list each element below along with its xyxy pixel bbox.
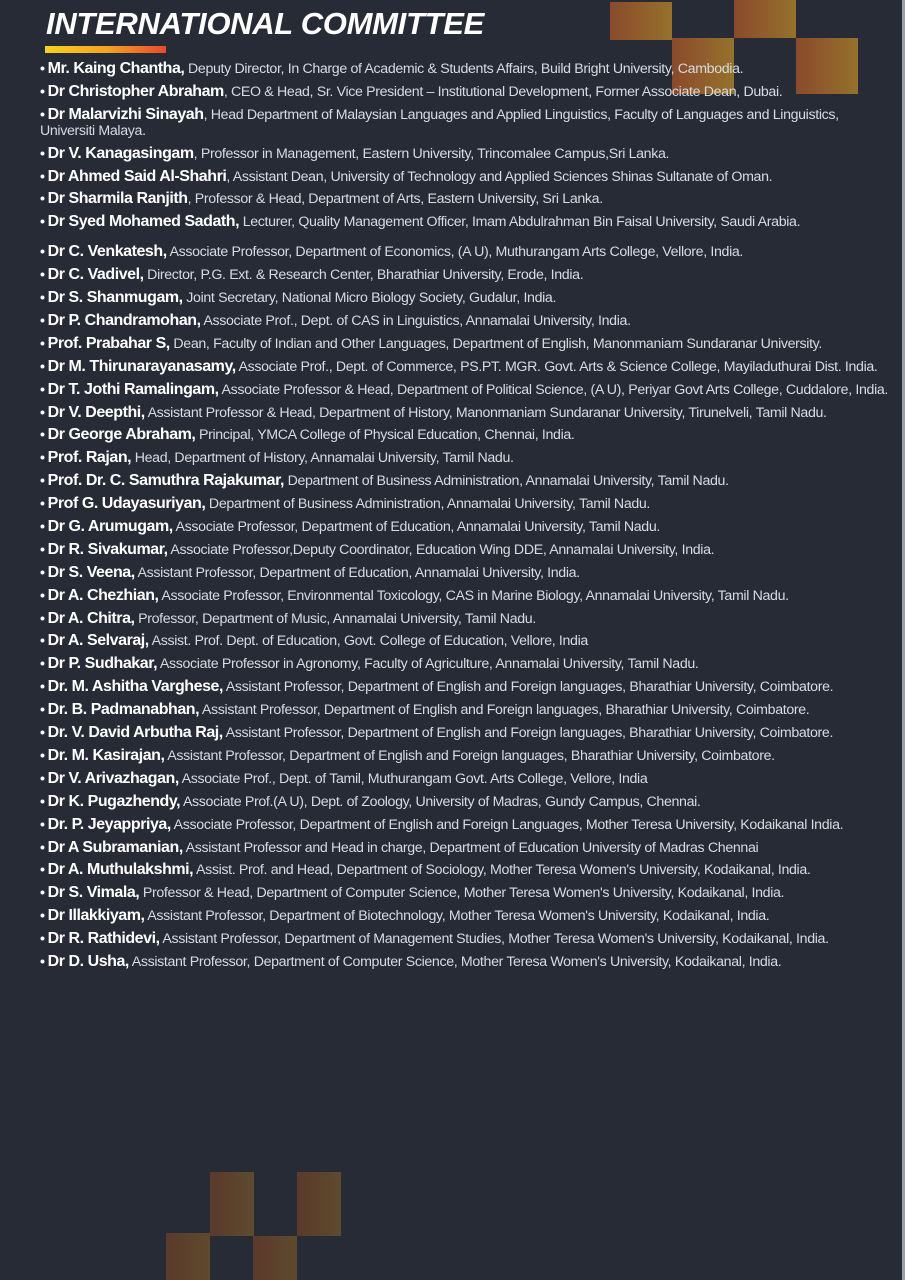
committee-member-item xyxy=(40,908,890,924)
member-affiliation: Associate Professor, Environmental Toxicology, CAS in Marine Biology, Annamalai University, Tamil Nadu. xyxy=(158,587,789,604)
member-name: Dr D. Usha, xyxy=(47,952,129,970)
committee-member-item xyxy=(40,267,890,283)
committee-member-item xyxy=(40,725,890,741)
member-name: Dr A Subramanian, xyxy=(47,838,183,856)
committee-member-item xyxy=(40,633,890,649)
member-affiliation: , Professor & Head, Department of Arts, Eastern University, Sri Lanka. xyxy=(187,191,603,208)
member-name: Dr C. Vadivel, xyxy=(47,266,144,284)
committee-member-item xyxy=(40,840,890,856)
member-name: Prof. Rajan, xyxy=(47,449,132,467)
bullet-icon: • xyxy=(40,564,45,581)
decorative-square xyxy=(210,1172,254,1236)
member-name: Dr Ahmed Said Al-Shahri xyxy=(47,167,227,185)
decorative-square xyxy=(734,0,796,38)
committee-member-item xyxy=(40,885,890,901)
committee-member-item xyxy=(40,794,890,810)
member-name: Dr K. Pugazhendy, xyxy=(47,792,181,810)
member-affiliation: , Assistant Dean, University of Technology and Applied Sciences Shinas Sultanate of Oman. xyxy=(226,168,773,185)
member-name: Dr Sharmila Ranjith xyxy=(47,190,188,208)
committee-member-item xyxy=(40,862,890,878)
bullet-icon: • xyxy=(40,953,45,970)
member-affiliation: , Head Department of Malaysian Languages and Applied Linguistics, Faculty of Languages and Linguistics, Universiti Malaya. xyxy=(40,106,839,139)
bullet-icon: • xyxy=(40,931,45,948)
committee-member-item xyxy=(40,382,890,398)
member-name: Dr S. Vimala, xyxy=(47,884,140,902)
member-affiliation: Joint Secretary, National Micro Biology Society, Gudalur, India. xyxy=(182,290,557,307)
bullet-icon: • xyxy=(40,656,45,673)
bullet-icon: • xyxy=(40,267,45,284)
member-name: Prof. Prabahar S, xyxy=(47,334,170,352)
member-name: Dr G. Arumugam, xyxy=(47,518,173,536)
bullet-icon: • xyxy=(40,214,45,231)
bullet-icon: • xyxy=(40,381,45,398)
member-name: Dr V. Deepthi, xyxy=(47,403,145,421)
member-affiliation: Assistant Professor, Department of Education, Annamalai University, India. xyxy=(134,564,580,581)
member-affiliation: Associate Prof., Dept. of Tamil, Muthurangam Govt. Arts College, Vellore, India xyxy=(178,770,648,787)
member-affiliation: Professor, Department of Music, Annamalai University, Tamil Nadu. xyxy=(134,610,536,627)
committee-member-item xyxy=(40,405,890,421)
bullet-icon: • xyxy=(40,862,45,879)
decorative-square xyxy=(253,1236,297,1280)
committee-member-item xyxy=(40,244,890,260)
committee-member-item xyxy=(40,931,890,947)
committee-member-item xyxy=(40,702,890,718)
committee-member-item xyxy=(40,565,890,581)
member-affiliation: Assistant Professor, Department of Management Studies, Mother Teresa Women's University, Kodaikanal, India. xyxy=(159,931,829,948)
member-name: Dr C. Venkatesh, xyxy=(47,243,167,261)
bullet-icon: • xyxy=(40,816,45,833)
member-name: Dr A. Selvaraj, xyxy=(47,632,149,650)
committee-member-list xyxy=(40,61,890,977)
member-name: Dr George Abraham, xyxy=(47,426,196,444)
member-affiliation: Assistant Professor, Department of English and Foreign languages, Bharathiar University, Coimbatore. xyxy=(164,747,775,764)
bullet-icon: • xyxy=(40,313,45,330)
bullet-icon: • xyxy=(40,496,45,513)
committee-member-item xyxy=(40,191,890,207)
member-affiliation: Principal, YMCA College of Physical Education, Chennai, India. xyxy=(195,427,575,444)
committee-member-item xyxy=(40,61,890,77)
member-affiliation: Assistant Professor & Head, Department of History, Manonmaniam Sundaranar University, Tirunelveli, Tamil Nadu. xyxy=(144,404,827,421)
bullet-icon: • xyxy=(40,541,45,558)
bullet-icon: • xyxy=(40,450,45,467)
member-affiliation: Assistant Professor, Department of Computer Science, Mother Teresa Women's University, Kodaikanal, India. xyxy=(128,953,782,970)
member-affiliation: Assist. Prof. and Head, Department of Sociology, Mother Teresa Women's University, Kodaikanal, India. xyxy=(193,862,811,879)
member-affiliation: Assistant Professor and Head in charge, Department of Education University of Madras Chennai xyxy=(182,839,759,856)
bullet-icon: • xyxy=(40,725,45,742)
member-name: Dr Syed Mohamed Sadath, xyxy=(47,213,240,231)
bullet-icon: • xyxy=(40,168,45,185)
bullet-icon: • xyxy=(40,191,45,208)
committee-member-item xyxy=(40,146,890,162)
member-affiliation: Assistant Professor, Department of English and Foreign languages, Bharathiar University, Coimbatore. xyxy=(222,679,834,696)
member-affiliation: Assistant Professor, Department of English and Foreign languages, Bharathiar University, Coimbatore. xyxy=(222,725,834,742)
decorative-square xyxy=(297,1172,341,1236)
committee-member-item xyxy=(40,679,890,695)
member-name: Dr S. Shanmugam, xyxy=(47,289,183,307)
bullet-icon: • xyxy=(40,679,45,696)
bullet-icon: • xyxy=(40,610,45,627)
bullet-icon: • xyxy=(40,427,45,444)
member-affiliation: Department of Business Administration, Annamalai University, Tamil Nadu. xyxy=(283,473,729,490)
committee-member-item xyxy=(40,771,890,787)
member-affiliation: Assistant Professor, Department of Biotechnology, Mother Teresa Women's University, Kodaikanal, India. xyxy=(144,908,770,925)
member-affiliation: Professor & Head, Department of Computer Science, Mother Teresa Women's University, Kodaikanal, India. xyxy=(139,885,785,902)
committee-member-item xyxy=(40,336,890,352)
bullet-icon: • xyxy=(40,145,45,162)
member-name: Dr M. Thirunarayanasamy, xyxy=(47,357,236,375)
bullet-icon: • xyxy=(40,885,45,902)
committee-member-item xyxy=(40,588,890,604)
member-name: Prof G. Udayasuriyan, xyxy=(47,495,206,513)
decorative-square xyxy=(610,2,672,40)
committee-member-item xyxy=(40,214,890,230)
member-affiliation: Associate Prof.(A U), Dept. of Zoology, University of Madras, Gundy Campus, Chennai. xyxy=(180,793,701,810)
member-affiliation: Associate Professor, Department of Education, Annamalai University, Tamil Nadu. xyxy=(172,519,660,536)
bullet-icon: • xyxy=(40,473,45,490)
member-name: Prof. Dr. C. Samuthra Rajakumar, xyxy=(47,472,284,490)
bullet-icon: • xyxy=(40,633,45,650)
member-name: Dr Malarvizhi Sinayah xyxy=(47,105,204,123)
member-name: Dr R. Rathidevi, xyxy=(47,930,160,948)
member-name: Dr. B. Padmanabhan, xyxy=(47,701,200,719)
member-name: Dr Christopher Abraham xyxy=(47,82,224,100)
member-affiliation: Department of Business Administration, Annamalai University, Tamil Nadu. xyxy=(205,496,651,513)
member-name: Dr. M. Kasirajan, xyxy=(47,746,165,764)
bullet-icon: • xyxy=(40,61,45,77)
member-affiliation: Associate Professor, Department of Economics, (A U), Muthurangam Arts College, Vellore, India. xyxy=(166,244,744,261)
member-affiliation: Lecturer, Quality Management Officer, Imam Abdulrahman Bin Faisal University, Saudi Arabia. xyxy=(239,214,801,231)
page-title: INTERNATIONAL COMMITTEE xyxy=(46,6,484,41)
committee-member-item xyxy=(40,290,890,306)
bullet-icon: • xyxy=(40,519,45,536)
member-name: Dr A. Chitra, xyxy=(47,609,135,627)
committee-member-item xyxy=(40,817,890,833)
bullet-icon: • xyxy=(40,335,45,352)
committee-member-item xyxy=(40,496,890,512)
member-affiliation: Assistant Professor, Department of English and Foreign languages, Bharathiar University, Coimbatore. xyxy=(199,702,810,719)
member-affiliation: Associate Professor & Head, Department of Political Science, (A U), Periyar Govt Arts College, Cuddalore, India. xyxy=(218,381,889,398)
committee-member-item xyxy=(40,656,890,672)
member-name: Mr. Kaing Chantha, xyxy=(47,60,185,77)
member-affiliation: , CEO & Head, Sr. Vice President – Institutional Development, Former Associate Dean, Dubai. xyxy=(223,83,783,100)
member-name: Dr P. Chandramohan, xyxy=(47,312,201,330)
member-affiliation: Associate Prof., Dept. of Commerce, PS.PT. MGR. Govt. Arts & Science College, Mayiladuthurai Dist. India. xyxy=(235,358,878,375)
bullet-icon: • xyxy=(40,290,45,307)
member-name: Dr P. Sudhakar, xyxy=(47,655,158,673)
committee-member-item xyxy=(40,611,890,627)
bullet-icon: • xyxy=(40,747,45,764)
member-affiliation: Associate Professor in Agronomy, Faculty of Agriculture, Annamalai University, Tamil Nadu. xyxy=(157,656,699,673)
bullet-icon: • xyxy=(40,404,45,421)
member-affiliation: , Professor in Management, Eastern University, Trincomalee Campus,Sri Lanka. xyxy=(193,145,670,162)
member-affiliation: Deputy Director, In Charge of Academic & Students Affairs, Build Bright University, Cambodia. xyxy=(184,61,744,77)
member-affiliation: Dean, Faculty of Indian and Other Languages, Department of English, Manonmaniam Sundaranar University. xyxy=(169,335,822,352)
committee-member-item xyxy=(40,169,890,185)
member-affiliation: Assist. Prof. Dept. of Education, Govt. College of Education, Vellore, India xyxy=(148,633,588,650)
committee-member-item xyxy=(40,473,890,489)
member-affiliation: Director, P.G. Ext. & Research Center, Bharathiar University, Erode, India. xyxy=(143,267,584,284)
committee-member-item xyxy=(40,519,890,535)
committee-member-item xyxy=(40,748,890,764)
bullet-icon: • xyxy=(40,244,45,261)
committee-member-item xyxy=(40,84,890,100)
bullet-icon: • xyxy=(40,793,45,810)
member-name: Dr V. Kanagasingam xyxy=(47,144,194,162)
committee-member-item xyxy=(40,954,890,970)
member-name: Dr R. Sivakumar, xyxy=(47,540,168,558)
member-name: Dr. M. Ashitha Varghese, xyxy=(47,678,223,696)
bullet-icon: • xyxy=(40,358,45,375)
committee-member-item xyxy=(40,450,890,466)
bullet-icon: • xyxy=(40,106,45,123)
decorative-square xyxy=(166,1233,210,1280)
bullet-icon: • xyxy=(40,83,45,100)
bullet-icon: • xyxy=(40,702,45,719)
bullet-icon: • xyxy=(40,587,45,604)
member-name: Dr V. Arivazhagan, xyxy=(47,769,179,787)
title-underline-bar xyxy=(45,46,166,53)
member-affiliation: Associate Professor,Deputy Coordinator, Education Wing DDE, Annamalai University, India. xyxy=(167,541,715,558)
member-affiliation: Associate Prof., Dept. of CAS in Linguistics, Annamalai University, India. xyxy=(200,313,631,330)
committee-member-item xyxy=(40,542,890,558)
bullet-icon: • xyxy=(40,908,45,925)
member-affiliation: Associate Professor, Department of English and Foreign Languages, Mother Teresa University, Kodaikanal India. xyxy=(170,816,844,833)
bullet-icon: • xyxy=(40,770,45,787)
member-name: Dr T. Jothi Ramalingam, xyxy=(47,380,219,398)
bullet-icon: • xyxy=(40,839,45,856)
member-name: Dr Illakkiyam, xyxy=(47,907,145,925)
member-affiliation: Head, Department of History, Annamalai University, Tamil Nadu. xyxy=(131,450,514,467)
committee-member-item xyxy=(40,107,890,139)
member-name: Dr A. Chezhian, xyxy=(47,586,159,604)
committee-member-item xyxy=(40,427,890,443)
member-name: Dr A. Muthulakshmi, xyxy=(47,861,194,879)
member-name: Dr S. Veena, xyxy=(47,563,135,581)
member-name: Dr. V. David Arbutha Raj, xyxy=(47,724,223,742)
committee-member-item xyxy=(40,359,890,375)
member-name: Dr. P. Jeyappriya, xyxy=(47,815,171,833)
committee-member-item xyxy=(40,313,890,329)
